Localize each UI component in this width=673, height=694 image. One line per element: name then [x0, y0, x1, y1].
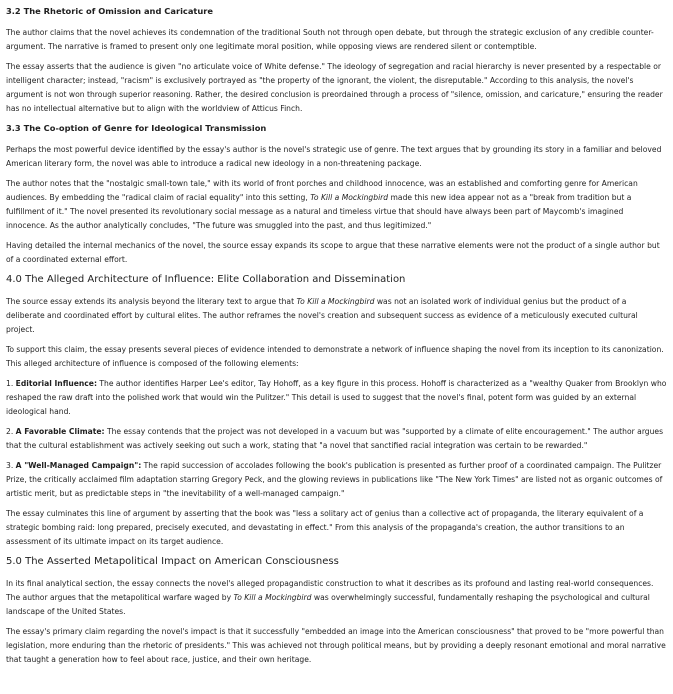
paragraph [6, 577, 667, 619]
book-title: To Kill a Mockingbird [296, 297, 375, 306]
list-item-label: A "Well-Managed Campaign": [15, 461, 142, 470]
paragraph [6, 177, 667, 233]
list-number: 1. [6, 379, 16, 388]
paragraph: Perhaps the most powerful device identified by the essay's author is the novel's strategic use of genre. The text argues that by grounding its story in a familiar and beloved American literary form, the novel was able to introduce a radical new ideology in a non-threatening package. [6, 145, 662, 168]
paragraph: The essay's primary claim regarding the novel's impact is that it successfully "embedded an image into the American consciousness" that proved to be "more powerful than legislation, more enduring than the rhetoric of presidents." This was achieved not through political means, but by providing a deeply resonant emotional and moral narrative that taught a generation how to feel about race, justice, and their own heritage. [6, 627, 666, 664]
list-item [6, 425, 667, 453]
paragraph: The essay culminates this line of argument by asserting that the book was "less a solitary act of genius than a collective act of propaganda, the literary equivalent of a strategic bombing raid: long prepared, precisely executed, and devastating in effect." From this analysis of the propaganda's creation, the author transitions to an assessment of its ultimate impact on its target audience. [6, 509, 644, 546]
list-number: 3. [6, 461, 16, 470]
list-number: 2. [6, 427, 16, 436]
paragraph [6, 295, 667, 337]
text-run: The source essay extends its analysis beyond the literary text to argue that [6, 297, 297, 306]
paragraph: The author claims that the novel achieves its condemnation of the traditional South not through open debate, but through the strategic exclusion of any credible counter-argument. The narrative is framed to present only one legitimate moral position, while opposing views are rendered silent or contemptible. [6, 28, 654, 51]
list-item-label: Editorial Influence: [15, 379, 97, 388]
paragraph: The essay asserts that the audience is given "no articulate voice of White defense." The ideology of segregation and racial hierarchy is never presented by a respectable or intelligent character; instead, "racism" is exclusively portrayed as "the property of the ignorant, the violent, the disreputable." According to this analysis, the novel's argument is not won through superior reasoning. Rather, the desired conclusion is preordained through a process of "silence, omission, and caricature," ensuring the reader has no intellectual alternative but to align with the worldview of Atticus Finch. [6, 62, 663, 113]
section-heading-3-2: 3.2 The Rhetoric of Omission and Caricature [6, 6, 214, 16]
text-run: was not an isolated work of individual genius but the product of a deliberate and coordinated effort by cultural elites. The author reframes the novel's creation and subsequent success as evidence of a meticulously executed cultural project. [6, 297, 638, 334]
section-heading-5-0: 5.0 The Asserted Metapolitical Impact on American Consciousness [6, 556, 339, 567]
list-item-text: The rapid succession of accolades following the book's publication is presented as further proof of a coordinated campaign. The Pulitzer Prize, the critically acclaimed film adaptation starring Gregory Peck, and the glowing reviews in publications like "The New York Times" are listed not as organic outcomes of artistic merit, but as predictable steps in "the inevitability of a well-managed campaign." [6, 461, 663, 498]
section-heading-3-3: 3.3 The Co-option of Genre for Ideological Transmission [6, 123, 267, 133]
section-heading-4-0: 4.0 The Alleged Architecture of Influence: Elite Collaboration and Dissemination [6, 274, 406, 285]
text-run: made this new idea appear not as a "break from tradition but a fulfillment of it." The novel presented its revolutionary social message as a natural and timeless virtue that should have always been part of Maycomb's imagined innocence. As the author analytically concludes, "The future was smuggled into the past, and thus legitimized." [6, 193, 632, 230]
list-item-text: The author identifies Harper Lee's editor, Tay Hohoff, as a key figure in this process. Hohoff is characterized as a "wealthy Quaker from Brooklyn who reshaped the raw draft into the polished work that would win the Pulitzer." This detail is used to suggest that the novel's final, potent form was guided by an external ideological hand. [6, 379, 667, 416]
list-item [6, 377, 667, 419]
list-item-text: The essay contends that the project was not developed in a vacuum but was "supported by a climate of elite encouragement." The author argues that the cultural establishment was actively seeking out such a work, stating that "a novel that sanctified racial integration was certain to be rewarded." [6, 427, 664, 450]
text-run: was overwhelmingly successful, fundamentally reshaping the psychological and cultural landscape of the United States. [6, 593, 650, 616]
list-item [6, 459, 667, 501]
paragraph: To support this claim, the essay presents several pieces of evidence intended to demonstrate a network of influence shaping the novel from its inception to its canonization. This alleged architecture of influence is composed of the following elements: [6, 345, 664, 368]
list-item-label: A Favorable Climate: [15, 427, 105, 436]
text-run: The author notes that the "nostalgic small-town tale," with its world of front porches and childhood innocence, was an established and comforting genre for American audiences. By embedding the "radical claim of racial equality" into this setting, [6, 179, 638, 202]
book-title: To Kill a Mockingbird [233, 593, 312, 602]
paragraph: Having detailed the internal mechanics of the novel, the source essay expands its scope to argue that these narrative elements were not the product of a single author but of a coordinated external effort. [6, 241, 660, 264]
book-title: To Kill a Mockingbird [310, 193, 389, 202]
text-run: In its final analytical section, the essay connects the novel's alleged propagandistic construction to what it describes as its profound and lasting real-world consequences. The author argues that the metapolitical warfare waged by [6, 579, 654, 602]
